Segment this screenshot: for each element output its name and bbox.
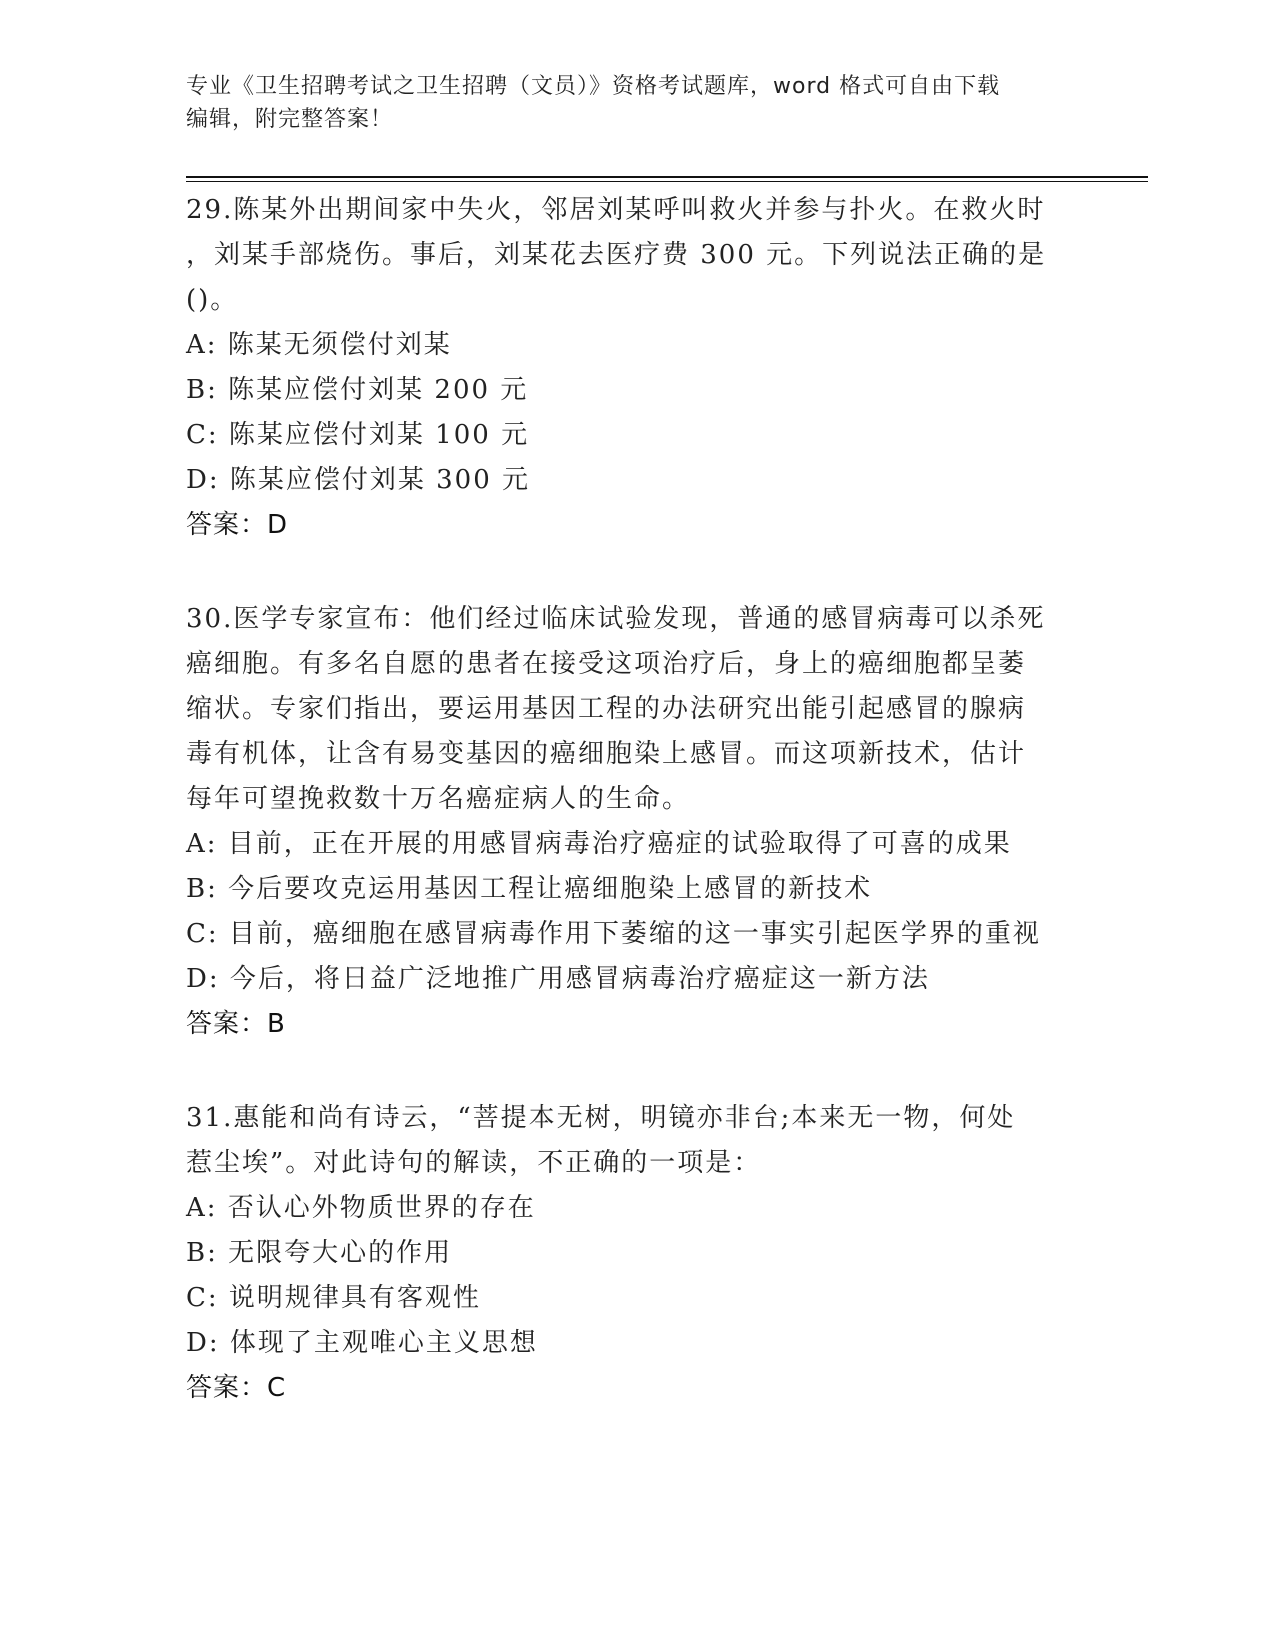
header-divider-thin <box>186 181 1148 182</box>
header-line-2: 编辑，附完整答案！ <box>186 107 394 132</box>
question-stem-line: 每年可望挽救数十万名癌症病人的生命。 <box>186 784 691 814</box>
question-list <box>186 188 1086 1460</box>
question-stem-line: ，刘某手部烧伤。事后，刘某花去医疗费 300 元。下列说法正确的是 <box>186 240 1047 270</box>
option-c: C: 目前，癌细胞在感冒病毒作用下萎缩的这一事实引起医学界的重视 <box>186 919 1041 949</box>
question-stem-line: 31.惠能和尚有诗云，“菩提本无树，明镜亦非台;本来无一物，何处 <box>186 1103 1016 1133</box>
question-stem-line: 癌细胞。有多名自愿的患者在接受这项治疗后，身上的癌细胞都呈萎 <box>186 649 1027 679</box>
option-d: D: 陈某应偿付刘某 300 元 <box>186 465 531 495</box>
option-c: C: 陈某应偿付刘某 100 元 <box>186 420 530 450</box>
option-d: D: 体现了主观唯心主义思想 <box>186 1328 538 1358</box>
answer-label: 答案：D <box>186 510 289 540</box>
option-b: B: 无限夸大心的作用 <box>186 1238 453 1268</box>
question-stem-line: 毒有机体，让含有易变基因的癌细胞染上感冒。而这项新技术，估计 <box>186 739 1027 769</box>
option-a: A: 目前，正在开展的用感冒病毒治疗癌症的试验取得了可喜的成果 <box>186 829 1012 859</box>
option-b: B: 今后要攻克运用基因工程让癌细胞染上感冒的新技术 <box>186 874 873 904</box>
option-d: D: 今后，将日益广泛地推广用感冒病毒治疗癌症这一新方法 <box>186 964 930 994</box>
option-b: B: 陈某应偿付刘某 200 元 <box>186 375 529 405</box>
option-c: C: 说明规律具有客观性 <box>186 1283 481 1313</box>
option-a: A: 陈某无须偿付刘某 <box>186 330 452 360</box>
question-stem-line: 缩状。专家们指出，要运用基因工程的办法研究出能引起感冒的腺病 <box>186 694 1027 724</box>
question-stem-line: 惹尘埃”。对此诗句的解读，不正确的一项是： <box>186 1148 762 1178</box>
answer-label: 答案：B <box>186 1009 286 1039</box>
option-a: A: 否认心外物质世界的存在 <box>186 1193 536 1223</box>
document-header <box>186 70 1076 136</box>
answer-label: 答案：C <box>186 1373 287 1403</box>
header-line-1: 专业《卫生招聘考试之卫生招聘（文员）》资格考试题库，word 格式可自由下载 <box>186 74 1001 99</box>
question-31 <box>186 1096 1086 1411</box>
question-stem-line: 29.陈某外出期间家中失火，邻居刘某呼叫救火并参与扑火。在救火时 <box>186 195 1046 225</box>
question-29 <box>186 188 1086 548</box>
header-divider-thick <box>186 176 1148 178</box>
question-stem-line: 30.医学专家宣布：他们经过临床试验发现，普通的感冒病毒可以杀死 <box>186 604 1046 634</box>
question-30 <box>186 597 1086 1047</box>
question-stem-line: ()。 <box>186 285 239 315</box>
